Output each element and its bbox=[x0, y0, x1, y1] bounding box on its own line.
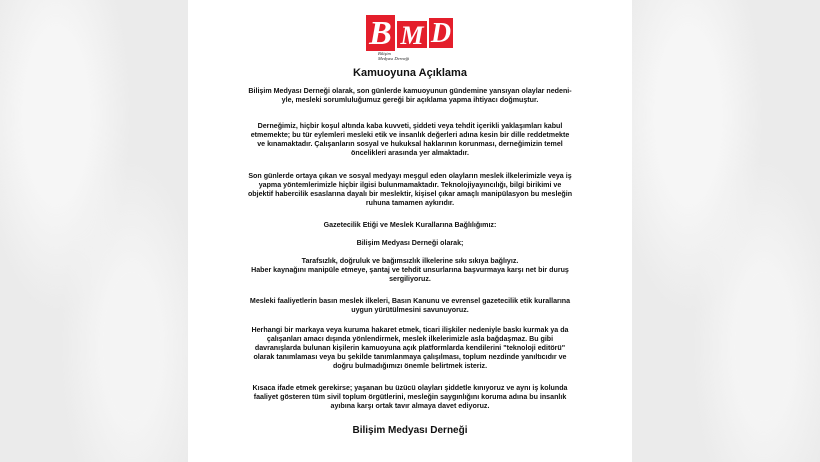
intro-paragraph bbox=[220, 87, 600, 105]
press-law-paragraph bbox=[220, 297, 600, 315]
text-line: Bilişim Medyası Derneği olarak, son günlerde kamuoyunun gündemine yansıyan olaylar nedeni- bbox=[248, 87, 572, 95]
text-line: Tarafsızlık, doğruluk ve bağımsızlık ilkelerine sıkı sıkıya bağlıyız. bbox=[301, 257, 519, 265]
text-line: ve kınamaktadır. Çalışanların sosyal ve hukuksal haklarının korunması, derneğimizin temel bbox=[257, 139, 563, 148]
violence-paragraph bbox=[220, 122, 600, 158]
text-line: öncelikleri arasında yer almaktadır. bbox=[351, 148, 469, 157]
logo-letter-m: M bbox=[397, 21, 427, 48]
profession-paragraph bbox=[220, 172, 600, 208]
text-line: Son günlerde ortaya çıkan ve sosyal medyayı meşgul eden olayların meslek ilkelerimizle veya iş bbox=[248, 172, 572, 180]
signature: Bilişim Medyası Derneği bbox=[352, 425, 468, 436]
principles-paragraph bbox=[220, 257, 600, 284]
text-line: faaliyet gösteren tüm sivil toplum örgütlerini, mesleğin saygınlığını koruma adına bu insanlık bbox=[253, 392, 567, 401]
logo-subtitle bbox=[378, 51, 454, 61]
closing-paragraph bbox=[220, 384, 600, 411]
text-line: yle, mesleki sorumluluğumuz gereği bir açıklama yapma ihtiyacı doğmuştur. bbox=[281, 95, 539, 104]
text-line: objektif habercilik esaslarına dayalı bir meslektir, kişisel çıkar amaçlı manipülasyon bu mesleğin bbox=[247, 189, 573, 198]
text-line: çalışanları amacı dışında yönlendirmek, meslek ilkelerimizle asla bağdaşmaz. Bu gibi bbox=[266, 334, 554, 343]
text-line: ayıbına karşı ortak tavır almaya davet ediyoruz. bbox=[330, 401, 490, 410]
logo-letter-b: B bbox=[366, 15, 395, 51]
text-line: Derneğimiz, hiçbir koşul altında kaba kuvveti, şiddeti veya tehdit içerikli yaklaşımları kabul bbox=[257, 122, 563, 130]
text-line: sergiliyoruz. bbox=[389, 274, 431, 283]
editor-paragraph bbox=[220, 326, 600, 371]
background-right bbox=[632, 0, 820, 462]
text-line: Herhangi bir markaya veya kuruma hakaret etmek, ticari ilişkiler nedeniyle baskı kurmak ya da bbox=[251, 326, 569, 334]
text-line: ruhuna tamamen aykırıdır. bbox=[365, 198, 455, 207]
logo-letters bbox=[366, 15, 453, 51]
text-line: yapma yöntemlerimizle hiçbir ilgisi bulunmamaktadır. Teknolojiyayıncılığı, bilgi birikimi ve bbox=[258, 180, 562, 189]
text-line: davranışlarda bulunan kişilerin kamuoyuna açık platformlarda kendilerini "teknoloji editörü" bbox=[254, 343, 566, 352]
bmd-logo bbox=[366, 15, 454, 59]
text-line: Haber kaynağını manipüle etmeye, şantaj ve tehdit unsurlarına başvurmaya karşı net bir duruş bbox=[251, 265, 569, 274]
text-line: etmemekte; bu tür eylemleri mesleki etik ve insanlık değerleri adına kesin bir dille reddetmekte bbox=[250, 130, 570, 139]
text-line: olarak tanımlaması veya bu şekilde tanımlanmaya çalışılması, toplum nezdinde yanıltıcıdır ve bbox=[253, 352, 567, 361]
logo-letter-d: D bbox=[430, 18, 452, 49]
background-left bbox=[0, 0, 188, 462]
text-line: uygun yürütülmesini savunuyoruz. bbox=[351, 305, 469, 314]
statement-document bbox=[188, 0, 632, 462]
text-line: Kısaca ifade etmek gerekirse; yaşanan bu üzücü olayları şiddetle kınıyoruz ve aynı iş kolunda bbox=[252, 384, 568, 392]
association-statement: Bilişim Medyası Derneği olarak; bbox=[356, 239, 464, 247]
logo-subtitle-line2: Medyası Derneği bbox=[378, 56, 410, 61]
text-line: Mesleki faaliyetlerin basın meslek ilkeleri, Basın Kanunu ve evrensel gazetecilik etik kurallarına bbox=[249, 297, 571, 305]
logo-subtitle-line1: Bilişim bbox=[378, 51, 391, 56]
text-line: doğru bulmadığımızı önemle belirtmek isteriz. bbox=[332, 361, 488, 370]
document-title: Kamuoyuna Açıklama bbox=[353, 67, 467, 79]
ethics-heading: Gazetecilik Etiği ve Meslek Kurallarına Bağlılığımız: bbox=[323, 221, 497, 229]
